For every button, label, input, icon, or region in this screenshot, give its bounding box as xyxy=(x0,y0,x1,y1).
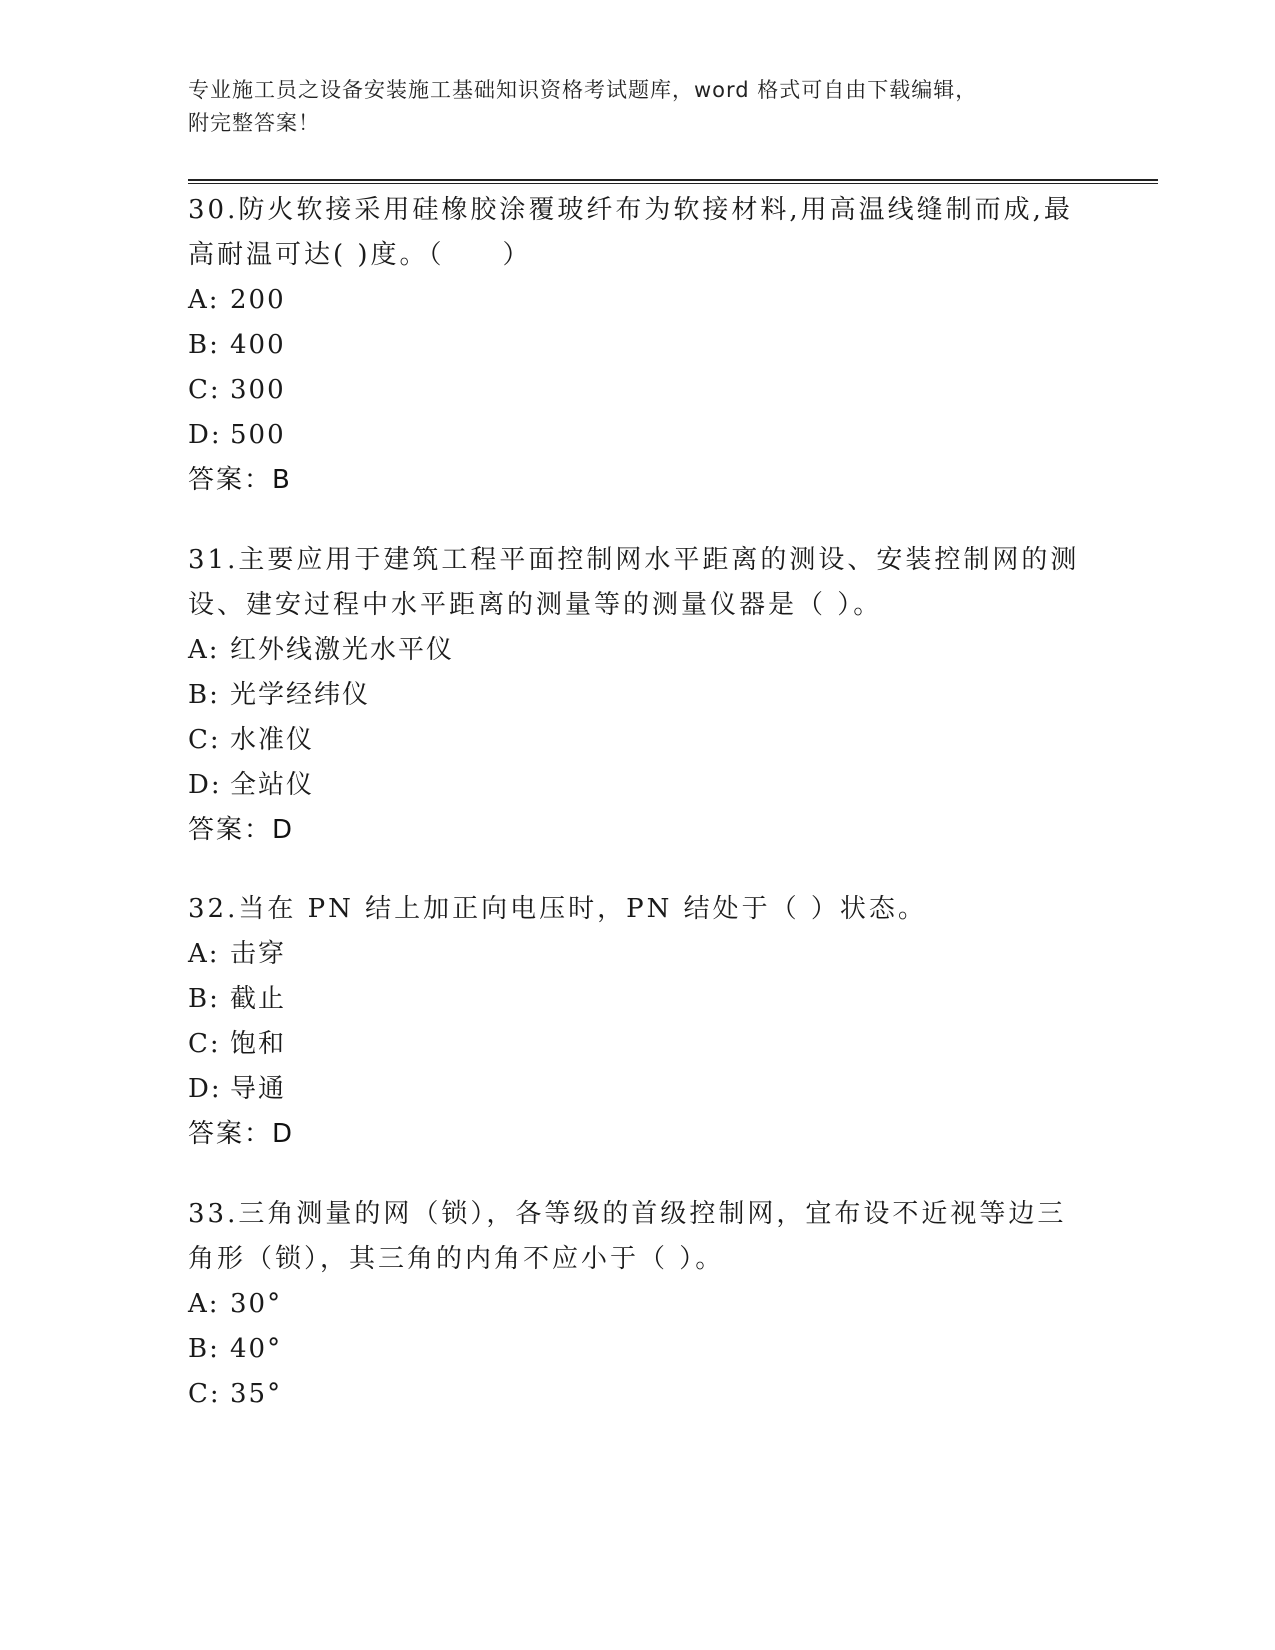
question-30 xyxy=(188,188,1088,503)
answer-line: 答案：D xyxy=(188,815,295,845)
option-text: 水准仪 xyxy=(230,725,315,755)
option-d xyxy=(188,763,1088,808)
option-a xyxy=(188,932,1088,977)
option-letter: D: xyxy=(188,770,222,800)
answer-line: 答案：B xyxy=(188,465,292,495)
option-c xyxy=(188,368,1088,413)
option-letter: D: xyxy=(188,420,222,450)
option-letter: A: xyxy=(188,635,220,665)
document-header xyxy=(188,74,1068,140)
option-text: 击穿 xyxy=(230,939,287,969)
option-letter: B: xyxy=(188,1334,220,1364)
option-letter: B: xyxy=(188,984,220,1014)
option-letter: C: xyxy=(188,1029,221,1059)
option-text: 红外线激光水平仪 xyxy=(230,635,455,665)
option-letter: A: xyxy=(188,285,220,315)
question-stem-line: 设、建安过程中水平距离的测量等的测量仪器是（ ）。 xyxy=(188,590,883,620)
option-text: 200 xyxy=(230,285,286,315)
question-stem-line: 32.当在 PN 结上加正向电压时，PN 结处于（ ）状态。 xyxy=(188,894,927,924)
option-text: 截止 xyxy=(230,984,287,1014)
answer-line: 答案：D xyxy=(188,1119,295,1149)
option-b xyxy=(188,673,1088,718)
option-letter: C: xyxy=(188,1379,221,1409)
option-text: 300 xyxy=(230,375,286,405)
option-letter: A: xyxy=(188,1289,220,1319)
question-stem-line: 30.防火软接采用硅橡胶涂覆玻纤布为软接材料,用高温线缝制而成,最 xyxy=(188,195,1073,225)
option-letter: C: xyxy=(188,725,221,755)
question-33 xyxy=(188,1192,1088,1417)
option-c xyxy=(188,1022,1088,1067)
question-31 xyxy=(188,538,1088,853)
option-a xyxy=(188,278,1088,323)
option-text: 饱和 xyxy=(230,1029,287,1059)
option-text: 35° xyxy=(230,1379,283,1409)
header-divider xyxy=(188,179,1158,184)
option-a xyxy=(188,628,1088,673)
option-letter: B: xyxy=(188,330,220,360)
option-text: 30° xyxy=(230,1289,283,1319)
option-letter: C: xyxy=(188,375,221,405)
option-a xyxy=(188,1282,1088,1327)
option-letter: A: xyxy=(188,939,220,969)
header-line-2: 附完整答案！ xyxy=(188,111,320,135)
option-text: 导通 xyxy=(230,1074,287,1104)
option-c xyxy=(188,718,1088,763)
option-b xyxy=(188,1327,1088,1372)
option-b xyxy=(188,323,1088,368)
question-stem-line: 31.主要应用于建筑工程平面控制网水平距离的测设、安装控制网的测 xyxy=(188,545,1080,575)
option-c xyxy=(188,1372,1088,1417)
option-text: 40° xyxy=(230,1334,283,1364)
option-text: 500 xyxy=(230,420,286,450)
option-letter: B: xyxy=(188,680,220,710)
question-32 xyxy=(188,887,1088,1157)
question-stem-line: 角形（锁），其三角的内角不应小于（ ）。 xyxy=(188,1244,725,1274)
option-b xyxy=(188,977,1088,1022)
question-stem-line: 33.三角测量的网（锁），各等级的首级控制网，宜布设不近视等边三 xyxy=(188,1199,1067,1229)
option-text: 光学经纬仪 xyxy=(230,680,371,710)
option-letter: D: xyxy=(188,1074,222,1104)
header-line-1: 专业施工员之设备安装施工基础知识资格考试题库，word 格式可自由下载编辑， xyxy=(188,78,978,102)
option-text: 全站仪 xyxy=(230,770,315,800)
option-text: 400 xyxy=(230,330,286,360)
option-d xyxy=(188,1067,1088,1112)
option-d xyxy=(188,413,1088,458)
question-stem-line: 高耐温可达( )度。（ ） xyxy=(188,240,532,270)
